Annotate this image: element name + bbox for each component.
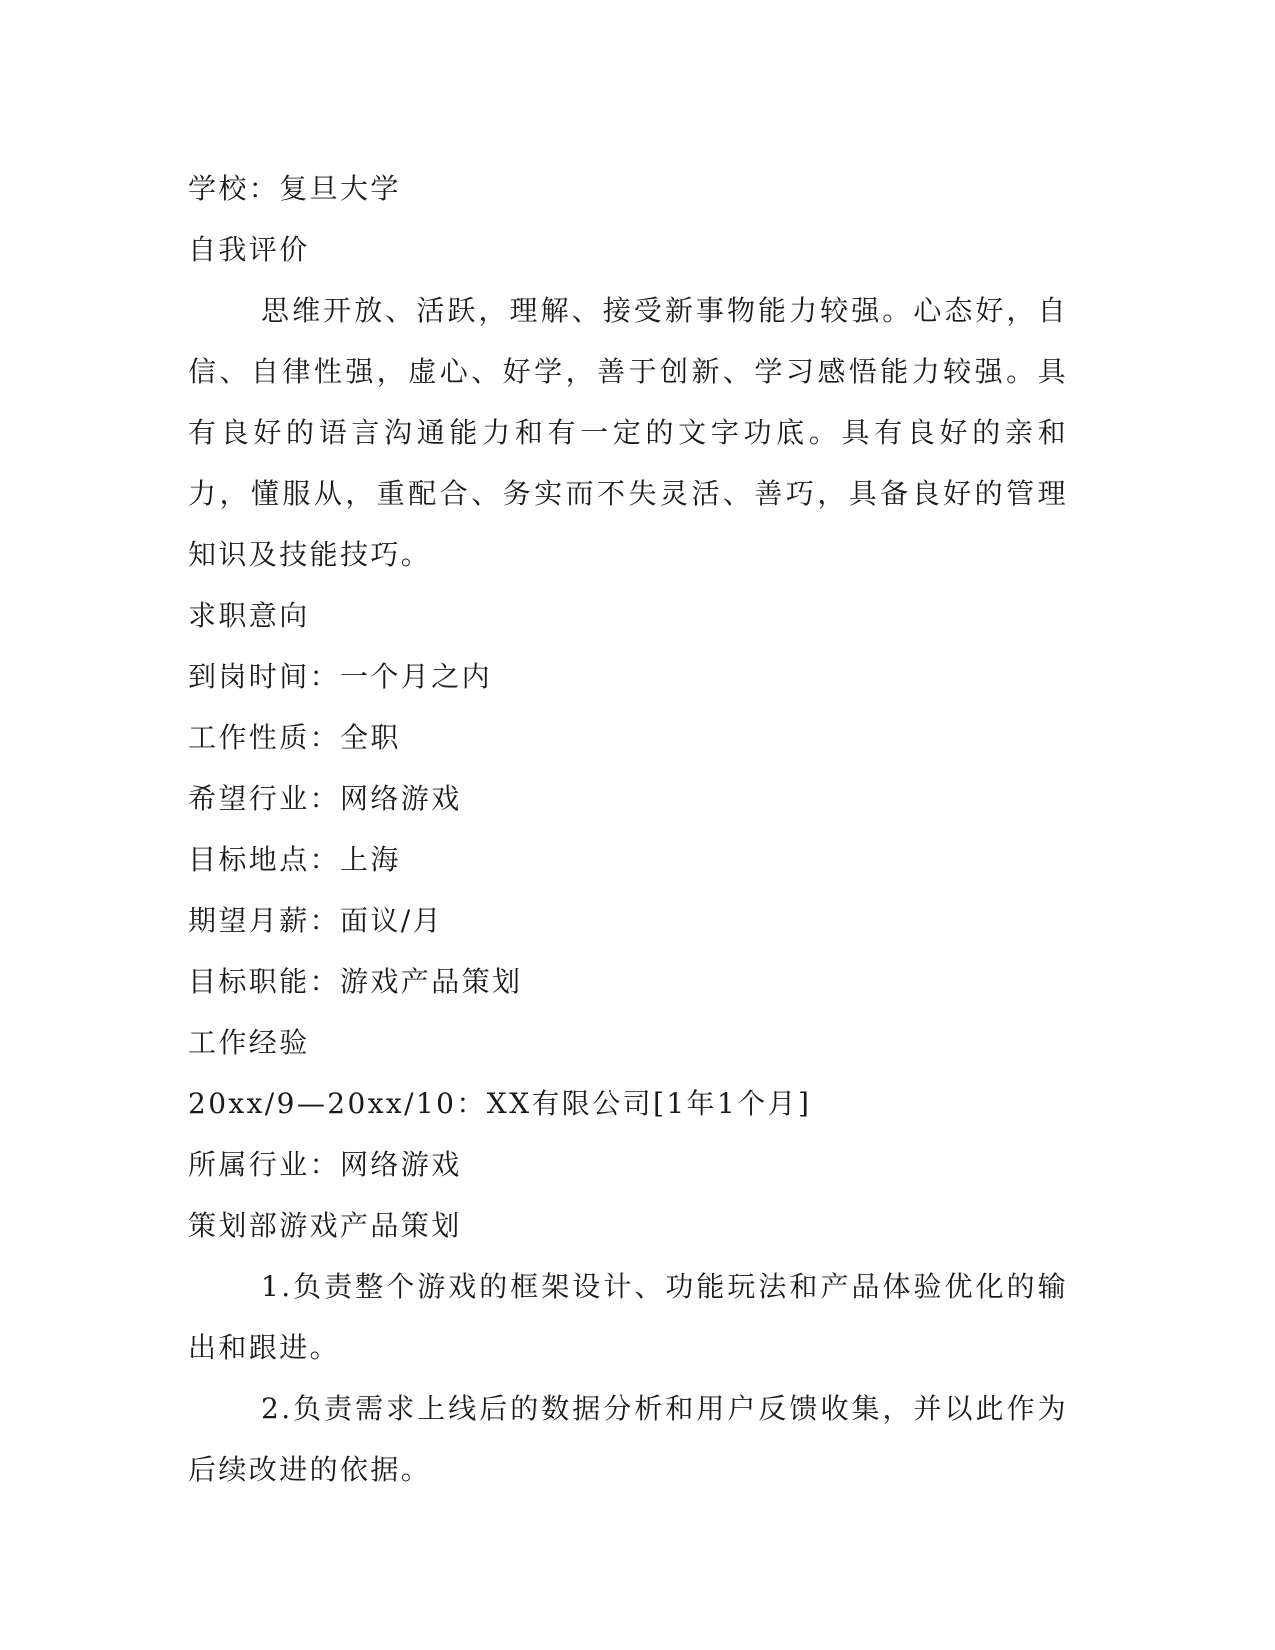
school-line: 学校：复旦大学: [188, 172, 401, 205]
target-location: 目标地点：上海: [188, 843, 401, 876]
experience-position: 策划部游戏产品策划: [188, 1209, 462, 1242]
self-evaluation-heading: 自我评价: [188, 233, 310, 266]
self-evaluation-text: 思维开放、活跃，理解、接受新事物能力较强。心态好，自信、自律性强，虚心、好学，善于创新、学习感悟能力较强。具有良好的语言沟通能力和有一定的文字功底。具有良好的亲和力，懂服从，重配合、务实而不失灵活、善巧，具备良好的管理知识及技能技巧。: [188, 294, 1068, 571]
document-body: [188, 158, 1068, 1500]
experience-period: 20xx/9—20xx/10：XX有限公司[1年1个月]: [188, 1087, 812, 1120]
experience-industry: 所属行业：网络游戏: [188, 1148, 462, 1181]
expected-salary: 期望月薪：面议/月: [188, 904, 444, 937]
target-function: 目标职能：游戏产品策划: [188, 965, 523, 998]
job-nature: 工作性质：全职: [188, 721, 401, 754]
desired-industry: 希望行业：网络游戏: [188, 782, 462, 815]
work-experience-heading: 工作经验: [188, 1026, 310, 1059]
arrival-time: 到岗时间：一个月之内: [188, 660, 493, 693]
duty-item-1: 1.负责整个游戏的框架设计、功能玩法和产品体验优化的输出和跟进。: [188, 1270, 1068, 1364]
duty-item-2: 2.负责需求上线后的数据分析和用户反馈收集，并以此作为后续改进的依据。: [188, 1392, 1068, 1486]
job-intent-heading: 求职意向: [188, 599, 310, 632]
